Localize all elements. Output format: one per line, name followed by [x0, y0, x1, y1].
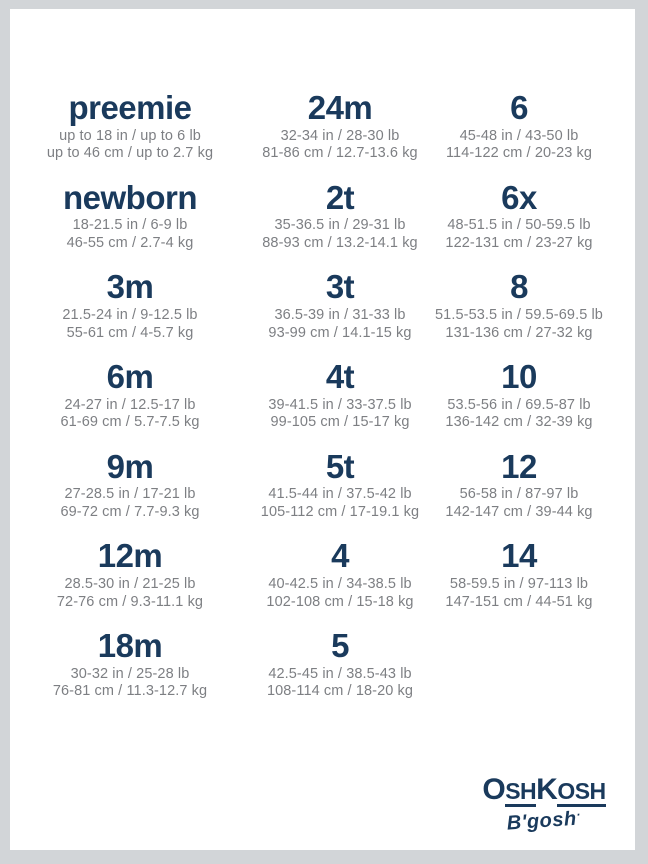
size-entry-6 — [430, 91, 608, 181]
size-chart-card — [10, 9, 635, 850]
size-metric: 114-122 cm / 20-23 kg — [445, 145, 593, 162]
size-metric: 69-72 cm / 7.7-9.3 kg — [60, 503, 200, 520]
size-grid — [10, 9, 635, 719]
size-imperial: 41.5-44 in / 37.5-42 lb — [268, 486, 412, 503]
size-metric: 99-105 cm / 15-17 kg — [270, 414, 410, 431]
size-entry-5t — [250, 447, 430, 540]
size-label: 6 — [510, 89, 528, 126]
trademark-dot: · — [575, 807, 582, 822]
size-imperial: 51.5-53.5 in / 59.5-69.5 lb — [435, 307, 603, 324]
size-metric: 46-55 cm / 2.7-4 kg — [66, 234, 194, 251]
size-imperial: 40-42.5 in / 34-38.5 lb — [268, 576, 412, 593]
size-label: 6m — [106, 358, 154, 396]
size-label: 9m — [106, 447, 154, 485]
size-imperial: 53.5-56 in / 69.5-87 lb — [447, 396, 591, 413]
size-entry-6x — [430, 178, 608, 271]
size-entry-24m — [250, 91, 430, 181]
wordmark-letter-o: O — [482, 773, 506, 806]
size-label: 4 — [331, 537, 349, 575]
size-metric: 55-61 cm / 4-5.7 kg — [66, 324, 194, 341]
size-metric: 76-81 cm / 11.3-12.7 kg — [52, 683, 208, 700]
size-label: 2t — [325, 178, 355, 216]
size-metric: 131-136 cm / 27-32 kg — [445, 324, 593, 341]
size-label: 14 — [501, 537, 537, 575]
size-imperial: 28.5-30 in / 21-25 lb — [64, 576, 196, 593]
size-label: 6x — [501, 178, 537, 216]
oshkosh-logo — [469, 775, 619, 833]
size-label: 3m — [106, 268, 154, 306]
size-imperial: 39-41.5 in / 33-37.5 lb — [268, 396, 412, 413]
size-label: newborn — [63, 178, 197, 216]
size-imperial: 18-21.5 in / 6-9 lb — [72, 217, 188, 234]
size-metric: 136-142 cm / 32-39 kg — [445, 414, 593, 431]
size-label: 10 — [501, 358, 537, 396]
bgosh-text: B'gosh — [506, 807, 578, 835]
size-metric: 102-108 cm / 15-18 kg — [266, 593, 414, 610]
size-label: 24m — [307, 89, 373, 126]
size-imperial: 45-48 in / 43-50 lb — [459, 127, 579, 144]
size-metric: 105-112 cm / 17-19.1 kg — [260, 503, 420, 520]
size-imperial: 35-36.5 in / 29-31 lb — [274, 217, 406, 234]
size-imperial: 21.5-24 in / 9-12.5 lb — [62, 307, 198, 324]
size-imperial: 32-34 in / 28-30 lb — [280, 127, 400, 144]
size-label: 5 — [331, 627, 349, 665]
wordmark-letters-osh: OSH — [557, 780, 605, 807]
size-entry-12 — [430, 447, 608, 540]
size-metric: 72-76 cm / 9.3-11.1 kg — [56, 593, 204, 610]
size-entry-6m — [10, 360, 250, 450]
size-metric: up to 46 cm / up to 2.7 kg — [46, 145, 214, 162]
size-entry-4 — [250, 539, 430, 629]
size-column-toddler — [250, 91, 430, 719]
bgosh-tagline — [468, 805, 619, 838]
size-entry-9m — [10, 447, 250, 540]
size-label: 3t — [325, 268, 355, 306]
size-metric: 88-93 cm / 13.2-14.1 kg — [262, 234, 418, 251]
size-entry-12m — [10, 539, 250, 629]
size-entry-3m — [10, 270, 250, 360]
size-entry-8 — [430, 270, 608, 360]
size-label: 12 — [501, 447, 537, 485]
size-metric: 108-114 cm / 18-20 kg — [266, 683, 414, 700]
size-label: 8 — [510, 268, 528, 306]
size-entry-18m — [10, 629, 250, 719]
size-imperial: 42.5-45 in / 38.5-43 lb — [268, 665, 412, 682]
size-imperial: 30-32 in / 25-28 lb — [70, 665, 190, 682]
wordmark-letters-sh: SH — [505, 780, 536, 807]
size-label: 18m — [97, 627, 163, 665]
size-entry-4t — [250, 360, 430, 450]
size-metric: 93-99 cm / 14.1-15 kg — [268, 324, 412, 341]
size-imperial: 56-58 in / 87-97 lb — [459, 486, 579, 503]
size-imperial: 27-28.5 in / 17-21 lb — [64, 486, 196, 503]
size-column-kid — [430, 91, 608, 719]
size-column-baby — [10, 91, 250, 719]
size-label: preemie — [68, 89, 192, 126]
size-metric: 142-147 cm / 39-44 kg — [445, 503, 593, 520]
size-entry-newborn — [10, 178, 250, 271]
size-entry-preemie — [10, 91, 250, 181]
size-imperial: 36.5-39 in / 31-33 lb — [274, 307, 406, 324]
size-entry-14 — [430, 539, 608, 629]
size-label: 4t — [325, 358, 355, 396]
size-metric: 122-131 cm / 23-27 kg — [445, 234, 593, 251]
size-imperial: 58-59.5 in / 97-113 lb — [449, 576, 589, 593]
size-label: 12m — [97, 537, 163, 575]
size-metric: 61-69 cm / 5.7-7.5 kg — [60, 414, 200, 431]
size-imperial: 48-51.5 in / 50-59.5 lb — [447, 217, 591, 234]
size-label: 5t — [325, 447, 355, 485]
oshkosh-wordmark — [469, 775, 619, 807]
size-entry-10 — [430, 360, 608, 450]
wordmark-letter-k: K — [536, 773, 558, 806]
size-imperial: 24-27 in / 12.5-17 lb — [64, 396, 196, 413]
size-imperial: up to 18 in / up to 6 lb — [59, 127, 201, 144]
size-metric: 147-151 cm / 44-51 kg — [445, 593, 593, 610]
size-entry-3t — [250, 270, 430, 360]
size-entry-2t — [250, 178, 430, 271]
size-metric: 81-86 cm / 12.7-13.6 kg — [262, 145, 418, 162]
size-entry-5 — [250, 629, 430, 719]
